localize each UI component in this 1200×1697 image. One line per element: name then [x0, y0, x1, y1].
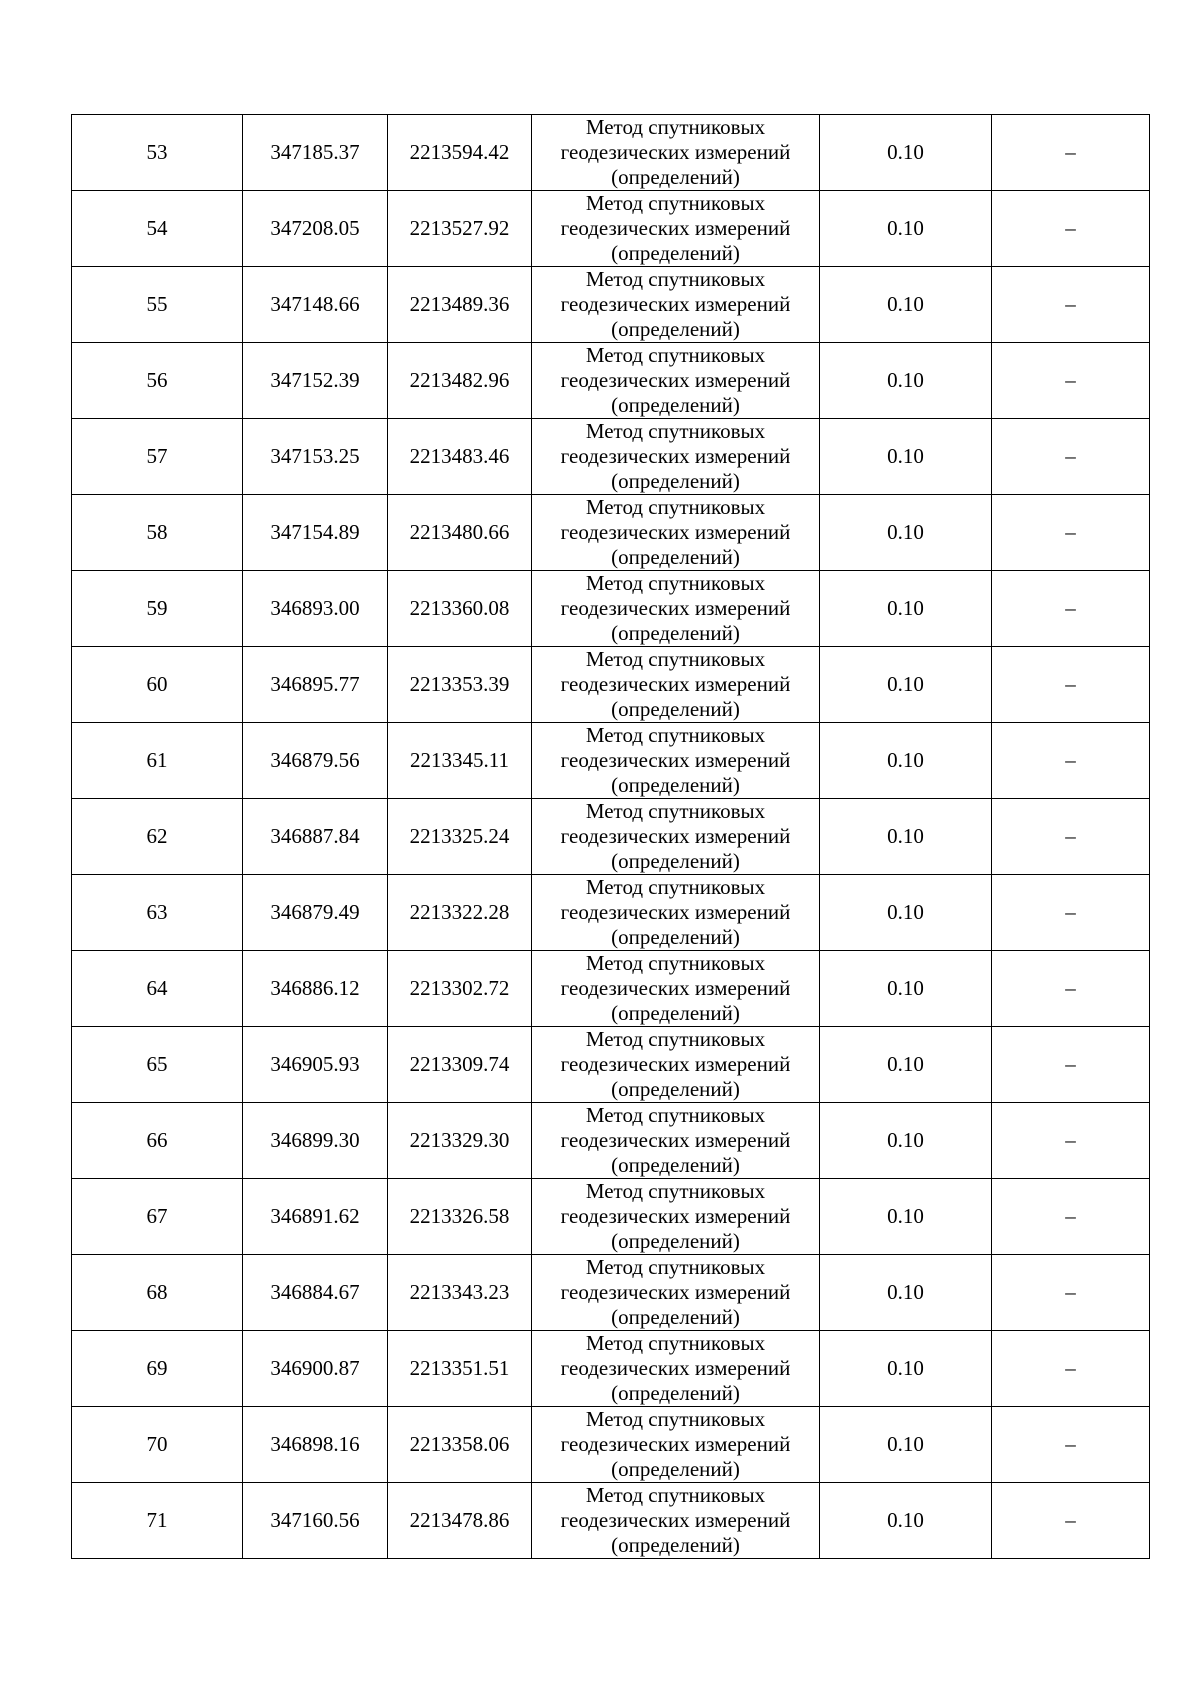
method-cell: Метод спутниковых геодезических измерений (определений)	[532, 1103, 820, 1179]
method-cell: Метод спутниковых геодезических измерений (определений)	[532, 191, 820, 267]
point-number-cell: 64	[72, 951, 243, 1027]
accuracy-cell: 0.10	[820, 1027, 992, 1103]
y-coordinate-cell: 2213358.06	[388, 1407, 532, 1483]
accuracy-cell: 0.10	[820, 115, 992, 191]
accuracy-cell: 0.10	[820, 951, 992, 1027]
accuracy-cell: 0.10	[820, 1255, 992, 1331]
note-cell: –	[992, 1331, 1150, 1407]
table-row	[72, 191, 1150, 267]
y-coordinate-cell: 2213353.39	[388, 647, 532, 723]
table-row	[72, 1103, 1150, 1179]
table-row	[72, 343, 1150, 419]
accuracy-cell: 0.10	[820, 799, 992, 875]
y-coordinate-cell: 2213343.23	[388, 1255, 532, 1331]
y-coordinate-cell: 2213527.92	[388, 191, 532, 267]
x-coordinate-cell: 347160.56	[243, 1483, 388, 1559]
table-row	[72, 115, 1150, 191]
note-cell: –	[992, 191, 1150, 267]
table-row	[72, 267, 1150, 343]
accuracy-cell: 0.10	[820, 343, 992, 419]
table-row	[72, 723, 1150, 799]
method-cell: Метод спутниковых геодезических измерений (определений)	[532, 875, 820, 951]
accuracy-cell: 0.10	[820, 723, 992, 799]
table-row	[72, 1027, 1150, 1103]
table-row	[72, 495, 1150, 571]
coordinates-table	[71, 114, 1150, 1559]
method-cell: Метод спутниковых геодезических измерений (определений)	[532, 571, 820, 647]
x-coordinate-cell: 346893.00	[243, 571, 388, 647]
point-number-cell: 55	[72, 267, 243, 343]
y-coordinate-cell: 2213482.96	[388, 343, 532, 419]
note-cell: –	[992, 495, 1150, 571]
table-row	[72, 799, 1150, 875]
method-cell: Метод спутниковых геодезических измерений (определений)	[532, 1483, 820, 1559]
point-number-cell: 69	[72, 1331, 243, 1407]
note-cell: –	[992, 419, 1150, 495]
accuracy-cell: 0.10	[820, 267, 992, 343]
accuracy-cell: 0.10	[820, 1483, 992, 1559]
accuracy-cell: 0.10	[820, 1103, 992, 1179]
point-number-cell: 61	[72, 723, 243, 799]
point-number-cell: 67	[72, 1179, 243, 1255]
x-coordinate-cell: 346891.62	[243, 1179, 388, 1255]
point-number-cell: 68	[72, 1255, 243, 1331]
note-cell: –	[992, 875, 1150, 951]
table-row	[72, 1331, 1150, 1407]
point-number-cell: 66	[72, 1103, 243, 1179]
accuracy-cell: 0.10	[820, 571, 992, 647]
x-coordinate-cell: 346879.49	[243, 875, 388, 951]
y-coordinate-cell: 2213351.51	[388, 1331, 532, 1407]
y-coordinate-cell: 2213594.42	[388, 115, 532, 191]
note-cell: –	[992, 647, 1150, 723]
y-coordinate-cell: 2213322.28	[388, 875, 532, 951]
y-coordinate-cell: 2213480.66	[388, 495, 532, 571]
accuracy-cell: 0.10	[820, 647, 992, 723]
note-cell: –	[992, 1103, 1150, 1179]
method-cell: Метод спутниковых геодезических измерений (определений)	[532, 419, 820, 495]
accuracy-cell: 0.10	[820, 495, 992, 571]
table-body	[72, 115, 1150, 1559]
y-coordinate-cell: 2213345.11	[388, 723, 532, 799]
x-coordinate-cell: 347153.25	[243, 419, 388, 495]
accuracy-cell: 0.10	[820, 875, 992, 951]
x-coordinate-cell: 347154.89	[243, 495, 388, 571]
x-coordinate-cell: 346895.77	[243, 647, 388, 723]
note-cell: –	[992, 1407, 1150, 1483]
x-coordinate-cell: 346886.12	[243, 951, 388, 1027]
y-coordinate-cell: 2213325.24	[388, 799, 532, 875]
method-cell: Метод спутниковых геодезических измерений (определений)	[532, 799, 820, 875]
point-number-cell: 63	[72, 875, 243, 951]
table-row	[72, 1179, 1150, 1255]
y-coordinate-cell: 2213360.08	[388, 571, 532, 647]
note-cell: –	[992, 799, 1150, 875]
point-number-cell: 53	[72, 115, 243, 191]
point-number-cell: 65	[72, 1027, 243, 1103]
accuracy-cell: 0.10	[820, 1179, 992, 1255]
note-cell: –	[992, 723, 1150, 799]
x-coordinate-cell: 346905.93	[243, 1027, 388, 1103]
accuracy-cell: 0.10	[820, 1407, 992, 1483]
x-coordinate-cell: 346898.16	[243, 1407, 388, 1483]
note-cell: –	[992, 951, 1150, 1027]
accuracy-cell: 0.10	[820, 1331, 992, 1407]
point-number-cell: 71	[72, 1483, 243, 1559]
x-coordinate-cell: 346879.56	[243, 723, 388, 799]
point-number-cell: 57	[72, 419, 243, 495]
x-coordinate-cell: 347148.66	[243, 267, 388, 343]
method-cell: Метод спутниковых геодезических измерений (определений)	[532, 1331, 820, 1407]
table-row	[72, 571, 1150, 647]
method-cell: Метод спутниковых геодезических измерений (определений)	[532, 1027, 820, 1103]
table-row	[72, 419, 1150, 495]
method-cell: Метод спутниковых геодезических измерений (определений)	[532, 343, 820, 419]
y-coordinate-cell: 2213302.72	[388, 951, 532, 1027]
method-cell: Метод спутниковых геодезических измерений (определений)	[532, 951, 820, 1027]
note-cell: –	[992, 571, 1150, 647]
table-row	[72, 875, 1150, 951]
x-coordinate-cell: 347185.37	[243, 115, 388, 191]
y-coordinate-cell: 2213478.86	[388, 1483, 532, 1559]
accuracy-cell: 0.10	[820, 419, 992, 495]
note-cell: –	[992, 1179, 1150, 1255]
point-number-cell: 56	[72, 343, 243, 419]
method-cell: Метод спутниковых геодезических измерений (определений)	[532, 115, 820, 191]
table-row	[72, 1255, 1150, 1331]
y-coordinate-cell: 2213309.74	[388, 1027, 532, 1103]
method-cell: Метод спутниковых геодезических измерений (определений)	[532, 1179, 820, 1255]
note-cell: –	[992, 343, 1150, 419]
point-number-cell: 60	[72, 647, 243, 723]
y-coordinate-cell: 2213483.46	[388, 419, 532, 495]
x-coordinate-cell: 346899.30	[243, 1103, 388, 1179]
note-cell: –	[992, 267, 1150, 343]
y-coordinate-cell: 2213329.30	[388, 1103, 532, 1179]
x-coordinate-cell: 346900.87	[243, 1331, 388, 1407]
accuracy-cell: 0.10	[820, 191, 992, 267]
note-cell: –	[992, 115, 1150, 191]
table-row	[72, 647, 1150, 723]
y-coordinate-cell: 2213489.36	[388, 267, 532, 343]
x-coordinate-cell: 347208.05	[243, 191, 388, 267]
note-cell: –	[992, 1255, 1150, 1331]
point-number-cell: 58	[72, 495, 243, 571]
table-row	[72, 1407, 1150, 1483]
x-coordinate-cell: 346887.84	[243, 799, 388, 875]
y-coordinate-cell: 2213326.58	[388, 1179, 532, 1255]
method-cell: Метод спутниковых геодезических измерений (определений)	[532, 495, 820, 571]
method-cell: Метод спутниковых геодезических измерений (определений)	[532, 647, 820, 723]
table-row	[72, 951, 1150, 1027]
note-cell: –	[992, 1027, 1150, 1103]
method-cell: Метод спутниковых геодезических измерений (определений)	[532, 267, 820, 343]
table-row	[72, 1483, 1150, 1559]
method-cell: Метод спутниковых геодезических измерений (определений)	[532, 1407, 820, 1483]
point-number-cell: 70	[72, 1407, 243, 1483]
x-coordinate-cell: 347152.39	[243, 343, 388, 419]
point-number-cell: 54	[72, 191, 243, 267]
point-number-cell: 59	[72, 571, 243, 647]
note-cell: –	[992, 1483, 1150, 1559]
point-number-cell: 62	[72, 799, 243, 875]
method-cell: Метод спутниковых геодезических измерений (определений)	[532, 723, 820, 799]
method-cell: Метод спутниковых геодезических измерений (определений)	[532, 1255, 820, 1331]
x-coordinate-cell: 346884.67	[243, 1255, 388, 1331]
